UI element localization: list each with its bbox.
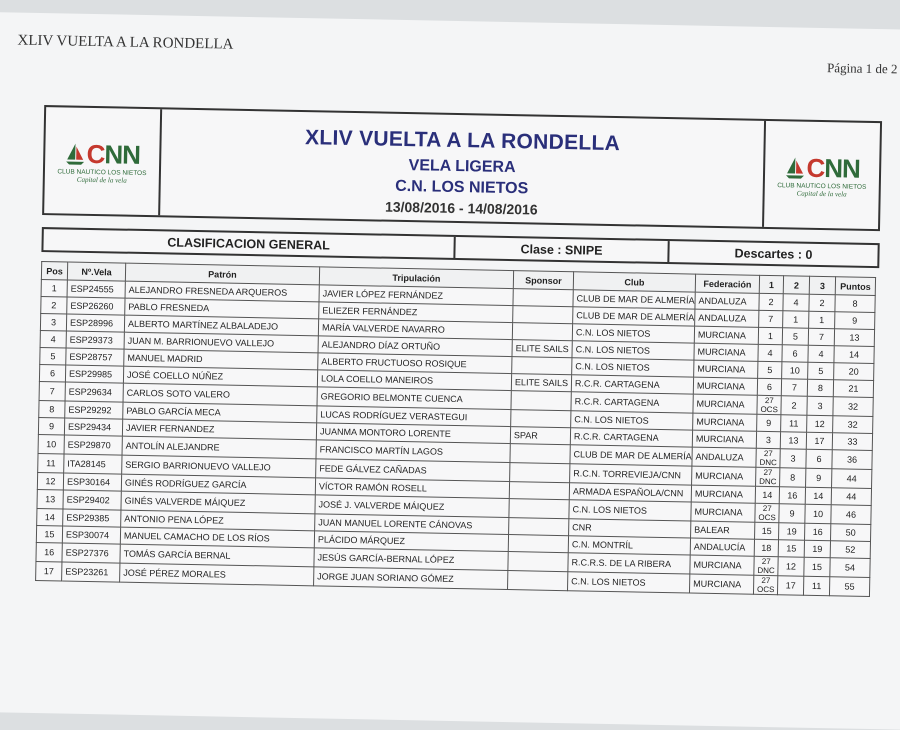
cell-crew: VÍCTOR RAMÓN ROSELL xyxy=(315,478,509,499)
cell-club: CNR xyxy=(569,519,691,538)
cell-race-3: 7 xyxy=(808,328,834,345)
cell-club: CLUB DE MAR DE ALMERÍA xyxy=(573,307,695,326)
column-header: 3 xyxy=(809,276,835,294)
cell-crew: ALEJANDRO DÍAZ ORTUÑO xyxy=(318,336,512,357)
cell-race-2: 16 xyxy=(779,487,805,504)
regatta-header xyxy=(42,105,882,231)
regatta-title: XLIV VUELTA A LA RONDELLA xyxy=(304,126,621,156)
logo-wordmark: CNN xyxy=(86,138,141,170)
cell-sponsor xyxy=(509,482,569,500)
cell-club: R.C.R. CARTAGENA xyxy=(571,392,693,413)
cell-sail-number: ESP29373 xyxy=(66,331,124,349)
cell-pos: 1 xyxy=(41,280,67,297)
cell-sail-number: ESP28996 xyxy=(66,314,124,332)
cell-points: 46 xyxy=(831,505,871,525)
cell-race-3: 14 xyxy=(805,487,831,504)
cell-club: C.N. LOS NIETOS xyxy=(572,358,694,377)
race-score: 27 xyxy=(762,503,772,514)
cell-skipper: JOSÉ COELLO NÚÑEZ xyxy=(123,366,317,387)
cell-club: R.C.R. CARTAGENA xyxy=(570,428,692,447)
cell-crew: GREGORIO BELMONTE CUENCA xyxy=(317,387,511,410)
cell-points: 20 xyxy=(834,363,874,381)
logo-right xyxy=(762,121,880,229)
cell-points: 13 xyxy=(834,329,874,347)
cell-sponsor xyxy=(508,571,568,591)
classification-label: CLASIFICACION GENERAL xyxy=(43,229,455,258)
cell-club: C.N. LOS NIETOS xyxy=(567,572,689,593)
cell-race-1: 7 xyxy=(759,310,783,327)
cell-crew: JUAN MANUEL LORENTE CÁNOVAS xyxy=(315,514,509,535)
cell-skipper: JAVIER FERNANDEZ xyxy=(122,419,316,440)
cell-sponsor xyxy=(509,499,569,519)
cell-race-3: 2 xyxy=(809,294,835,311)
cell-sail-number: ESP29870 xyxy=(64,435,122,455)
cell-federation: MURCIANA xyxy=(694,326,758,344)
cell-federation: ANDALUZA xyxy=(695,292,759,310)
regatta-category: VELA LIGERA xyxy=(408,157,516,177)
column-header: Nº.Vela xyxy=(67,262,125,281)
results-table xyxy=(35,261,876,597)
cell-race-3: 19 xyxy=(804,540,830,557)
cell-pos: 15 xyxy=(36,525,62,542)
cell-race-2: 2 xyxy=(781,396,807,415)
cell-sponsor xyxy=(512,323,572,341)
cell-race-3: 11 xyxy=(803,576,829,595)
cell-federation: MURCIANA xyxy=(691,485,755,503)
cell-race-1: 3 xyxy=(756,431,780,448)
cell-points: 52 xyxy=(830,541,870,559)
cell-sail-number: ESP24555 xyxy=(67,280,125,298)
cell-club: R.C.R. CARTAGENA xyxy=(571,375,693,394)
cell-federation: BALEAR xyxy=(691,521,755,539)
cell-race-1 xyxy=(754,556,778,575)
cell-race-1 xyxy=(756,448,780,467)
table-body xyxy=(36,280,876,597)
cell-race-3: 6 xyxy=(806,449,832,468)
cell-sail-number: ESP30074 xyxy=(62,526,120,544)
cell-sail-number: ESP29385 xyxy=(63,509,121,527)
cell-points: 44 xyxy=(832,469,872,489)
cell-race-2: 3 xyxy=(780,449,806,468)
cell-club: C.N. LOS NIETOS xyxy=(572,341,694,360)
cell-club: C.N. LOS NIETOS xyxy=(572,324,694,343)
cell-sponsor xyxy=(511,391,571,411)
cell-race-3: 12 xyxy=(807,415,833,432)
cell-federation: MURCIANA xyxy=(692,430,756,448)
cell-race-3: 17 xyxy=(806,432,832,449)
logo-tagline: Capital de la vela xyxy=(796,189,847,198)
cell-sponsor xyxy=(508,535,568,553)
cell-race-3: 15 xyxy=(804,557,830,576)
logo-left xyxy=(44,107,162,215)
cell-pos: 16 xyxy=(36,542,62,561)
cell-sponsor: ELITE SAILS xyxy=(512,340,572,358)
penalty-code: DNC xyxy=(757,565,775,576)
cell-sail-number: ESP30164 xyxy=(63,473,121,491)
cell-race-1: 14 xyxy=(755,486,779,503)
logo-wordmark: CNN xyxy=(806,152,861,184)
cell-sponsor: ELITE SAILS xyxy=(511,374,571,392)
cell-points: 50 xyxy=(831,524,871,542)
race-score: 27 xyxy=(764,395,774,406)
column-header: Federación xyxy=(695,274,759,293)
cell-sail-number: ESP28757 xyxy=(66,348,124,366)
classification-bar xyxy=(41,227,879,268)
cell-club: ARMADA ESPAÑOLA/CNN xyxy=(569,483,691,502)
cell-points: 32 xyxy=(833,397,873,417)
cell-race-1: 4 xyxy=(758,344,782,361)
cell-club: C.N. LOS NIETOS xyxy=(569,500,691,521)
cell-club: C.N. MONTRÍL xyxy=(568,536,690,555)
cell-points: 8 xyxy=(835,295,875,313)
cell-race-2: 1 xyxy=(783,311,809,328)
cell-club: C.N. LOS NIETOS xyxy=(571,411,693,430)
cell-skipper: ANTONIO PENA LÓPEZ xyxy=(121,510,315,531)
cell-skipper: GINÉS VALVERDE MÁIQUEZ xyxy=(121,491,315,514)
cell-race-1 xyxy=(756,467,780,486)
cell-race-2: 6 xyxy=(782,345,808,362)
cell-pos: 13 xyxy=(37,489,63,508)
cell-skipper: SERGIO BARRIONUEVO VALLEJO xyxy=(122,455,316,478)
cell-federation: ANDALUZA xyxy=(695,309,759,327)
cell-sponsor xyxy=(511,410,571,428)
cell-points: 14 xyxy=(834,346,874,364)
cell-points: 54 xyxy=(830,558,870,578)
cell-race-1 xyxy=(755,503,779,522)
cell-crew: LUCAS RODRÍGUEZ VERASTEGUI xyxy=(317,406,511,427)
cell-sponsor xyxy=(508,552,568,572)
race-score: 27 xyxy=(761,575,771,586)
cell-crew: FRANCISCO MARTÍN LAGOS xyxy=(316,440,510,463)
regatta-club: C.N. LOS NIETOS xyxy=(395,177,529,198)
cell-pos: 6 xyxy=(39,365,65,382)
cell-sponsor xyxy=(513,306,573,324)
cell-points: 44 xyxy=(831,488,871,506)
race-score: 27 xyxy=(761,556,771,567)
cell-federation: ANDALUZA xyxy=(692,447,756,467)
cell-club: R.C.N. TORREVIEJA/CNN xyxy=(570,464,692,485)
cell-crew: ALBERTO FRUCTUOSO ROSIQUE xyxy=(318,353,512,374)
page-running-title: XLIV VUELTA A LA RONDELLA xyxy=(17,32,234,53)
cell-race-2: 7 xyxy=(781,379,807,396)
cell-sail-number: ESP29292 xyxy=(65,401,123,419)
column-header: Pos xyxy=(41,262,67,280)
cell-skipper: CARLOS SOTO VALERO xyxy=(123,383,317,406)
class-label: Clase : SNIPE xyxy=(455,237,669,262)
cell-race-1: 18 xyxy=(754,539,778,556)
penalty-code: OCS xyxy=(756,584,775,595)
cell-race-3: 9 xyxy=(806,468,832,487)
race-score: 27 xyxy=(763,448,773,459)
cell-sail-number: ESP29434 xyxy=(64,418,122,436)
cell-club: CLUB DE MAR DE ALMERÍA xyxy=(573,290,695,309)
cell-skipper: MANUEL CAMACHO DE LOS RÍOS xyxy=(120,527,314,548)
cell-club: CLUB DE MAR DE ALMERÍA xyxy=(570,445,692,466)
cell-federation: MURCIANA xyxy=(689,574,753,594)
cell-skipper: GINÉS RODRÍGUEZ GARCÍA xyxy=(121,474,315,495)
cell-race-1: 6 xyxy=(757,378,781,395)
cell-race-3: 1 xyxy=(809,311,835,328)
cell-skipper: JUAN M. BARRIONUEVO VALLEJO xyxy=(124,332,318,353)
cell-crew: PLÁCIDO MÁRQUEZ xyxy=(314,531,508,552)
cell-points: 33 xyxy=(832,433,872,451)
cell-pos: 14 xyxy=(37,508,63,525)
cell-pos: 2 xyxy=(41,297,67,314)
cell-race-1: 9 xyxy=(757,414,781,431)
cell-sail-number: ESP29402 xyxy=(63,490,121,510)
cell-federation: ANDALUCÍA xyxy=(690,538,754,556)
column-header: Tripulación xyxy=(319,267,513,289)
cell-crew: JORGE JUAN SORIANO GÓMEZ xyxy=(314,567,508,590)
header-titles xyxy=(160,109,764,227)
cell-race-3: 3 xyxy=(807,396,833,415)
cell-federation: MURCIANA xyxy=(693,394,757,414)
cell-race-3: 4 xyxy=(808,345,834,362)
cell-sponsor xyxy=(510,444,570,464)
cell-race-2: 17 xyxy=(777,576,803,595)
discards-label: Descartes : 0 xyxy=(734,245,813,262)
cell-race-1 xyxy=(757,395,781,414)
cell-race-2: 10 xyxy=(782,362,808,379)
cell-crew: FEDE GÁLVEZ CAÑADAS xyxy=(316,459,510,482)
cell-federation: MURCIANA xyxy=(694,360,758,378)
cell-sponsor xyxy=(512,357,572,375)
logo-subtitle: CLUB NAUTICO LOS NIETOS xyxy=(57,167,147,177)
cell-race-2: 9 xyxy=(779,504,805,523)
cell-sponsor: SPAR xyxy=(510,427,570,445)
cell-pos: 10 xyxy=(38,435,64,454)
cell-pos: 8 xyxy=(39,401,65,418)
cell-pos: 4 xyxy=(40,331,66,348)
cell-points: 9 xyxy=(835,312,875,330)
cell-pos: 7 xyxy=(39,382,65,401)
cell-race-2: 19 xyxy=(779,523,805,540)
cell-race-3: 8 xyxy=(807,379,833,396)
cell-pos: 3 xyxy=(40,314,66,331)
cell-crew: MARÍA VALVERDE NAVARRO xyxy=(318,319,512,340)
cell-race-3: 16 xyxy=(805,523,831,540)
cell-pos: 17 xyxy=(36,561,62,580)
cell-skipper: JOSÉ PÉREZ MORALES xyxy=(120,563,314,586)
column-header: 1 xyxy=(759,275,783,293)
cell-skipper: TOMÁS GARCÍA BERNAL xyxy=(120,544,314,567)
cell-sponsor xyxy=(510,463,570,483)
cell-sail-number: ESP27376 xyxy=(62,543,120,563)
cell-skipper: PABLO FRESNEDA xyxy=(125,298,319,319)
cell-points: 55 xyxy=(829,577,869,597)
document-page xyxy=(0,12,900,730)
cell-skipper: ANTOLÍN ALEJANDRE xyxy=(122,436,316,459)
cell-pos: 5 xyxy=(40,348,66,365)
cell-sponsor xyxy=(509,518,569,536)
cell-race-2: 8 xyxy=(780,468,806,487)
cell-federation: MURCIANA xyxy=(694,343,758,361)
cell-sponsor xyxy=(513,289,573,307)
cell-sail-number: ESP23261 xyxy=(62,562,120,582)
cell-sail-number: ITA28145 xyxy=(64,454,122,474)
cell-race-1 xyxy=(753,575,777,594)
cell-skipper: ALEJANDRO FRESNEDA ARQUEROS xyxy=(125,281,319,302)
cell-crew: ELIEZER FERNÁNDEZ xyxy=(319,302,513,323)
cell-federation: MURCIANA xyxy=(693,413,757,431)
cell-skipper: MANUEL MADRID xyxy=(124,349,318,370)
penalty-code: DNC xyxy=(759,457,777,468)
column-header: Puntos xyxy=(835,277,875,296)
page-number: Página 1 de 2 xyxy=(826,60,898,77)
cell-club: R.C.R.S. DE LA RIBERA xyxy=(568,553,690,574)
cell-points: 32 xyxy=(833,416,873,434)
cell-pos: 9 xyxy=(38,418,64,435)
cell-federation: MURCIANA xyxy=(690,555,754,575)
regatta-dates: 13/08/2016 - 14/08/2016 xyxy=(384,198,538,218)
column-header: Patrón xyxy=(125,263,319,285)
cell-crew: JESÚS GARCÍA-BERNAL LÓPEZ xyxy=(314,548,508,571)
cell-race-3: 5 xyxy=(808,362,834,379)
race-score: 27 xyxy=(763,467,773,478)
penalty-code: OCS xyxy=(758,512,776,523)
cell-sail-number: ESP29985 xyxy=(65,365,123,383)
cell-sail-number: ESP26260 xyxy=(67,297,125,315)
penalty-code: OCS xyxy=(760,404,778,415)
logo-tagline: Capital de la vela xyxy=(76,175,127,185)
cell-points: 21 xyxy=(833,380,873,398)
cell-race-2: 13 xyxy=(780,432,806,449)
cell-sail-number: ESP29634 xyxy=(65,382,123,402)
cell-skipper: PABLO GARCÍA MECA xyxy=(123,402,317,423)
cell-race-2: 4 xyxy=(783,294,809,311)
column-header: 2 xyxy=(783,276,809,294)
column-header: Club xyxy=(573,272,695,292)
cell-race-1: 2 xyxy=(759,293,783,310)
cell-crew: LOLA COELLO MANEIROS xyxy=(317,370,511,391)
cell-federation: MURCIANA xyxy=(691,502,755,522)
cell-race-1: 1 xyxy=(758,327,782,344)
cell-federation: MURCIANA xyxy=(693,377,757,395)
cell-race-3: 10 xyxy=(805,504,831,523)
sailboat-icon xyxy=(64,141,86,165)
penalty-code: DNC xyxy=(759,476,777,487)
cell-race-2: 11 xyxy=(781,415,807,432)
cell-skipper: ALBERTO MARTÍNEZ ALBALADEJO xyxy=(124,315,318,336)
cell-race-1: 15 xyxy=(755,522,779,539)
cell-race-2: 5 xyxy=(782,328,808,345)
cell-pos: 11 xyxy=(38,454,64,473)
sailboat-icon xyxy=(784,155,806,179)
cell-federation: MURCIANA xyxy=(692,466,756,486)
cell-race-2: 15 xyxy=(778,540,804,557)
cell-pos: 12 xyxy=(37,472,63,489)
cell-race-1: 5 xyxy=(758,361,782,378)
cell-race-2: 12 xyxy=(778,557,804,576)
cell-crew: JOSÉ J. VALVERDE MÁIQUEZ xyxy=(315,495,509,518)
cell-crew: JAVIER LÓPEZ FERNÁNDEZ xyxy=(319,285,513,306)
cell-points: 36 xyxy=(832,450,872,470)
column-header: Sponsor xyxy=(513,271,573,290)
cell-crew: JUANMA MONTORO LORENTE xyxy=(316,423,510,444)
logo-subtitle: CLUB NAUTICO LOS NIETOS xyxy=(777,181,867,191)
